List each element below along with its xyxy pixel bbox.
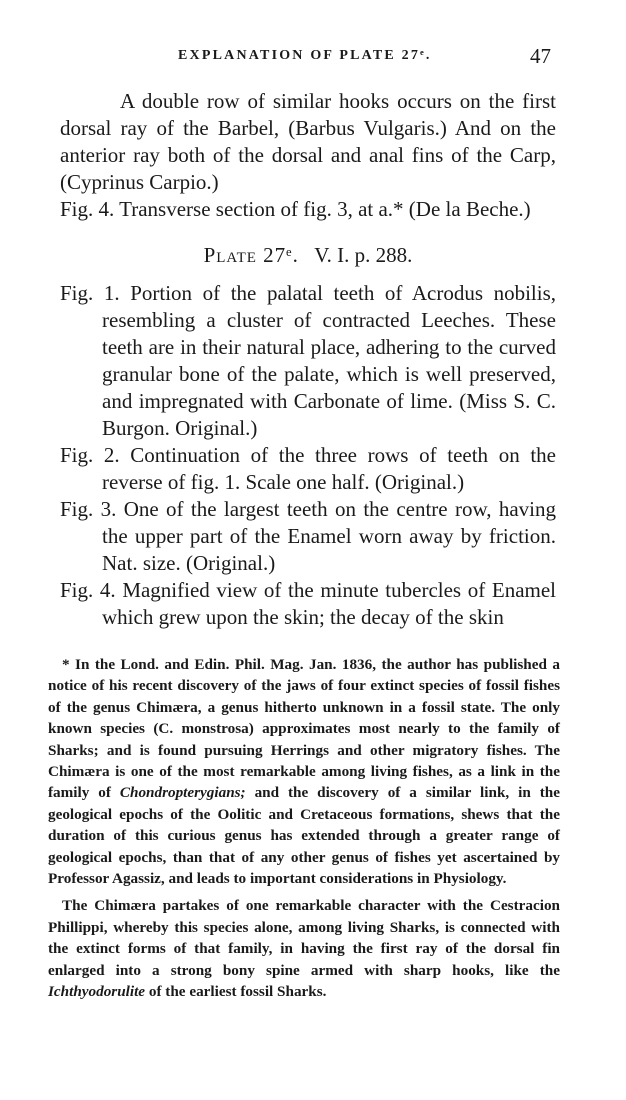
footnote-text: and the discovery of a similar link, in the geological epochs of the Oolitic and Cretaceous formations, shews that the duration of this curious genus has extended through a greater range of geological epochs, than that of any other genus of fishes yet ascertained by Professor Agassiz, and leads to important considerations in Physiology. [48, 784, 560, 888]
fig-label: Fig. 1. [60, 281, 120, 305]
footnote-italic-term: Chondropterygians; [119, 784, 246, 802]
fig-4-entry-previous-plate [60, 196, 556, 223]
footnote-text: The Chimæra partakes of one remarkable character with the Cestracion Phillippi, whereby this species alone, among living Sharks, is connected with the extinct forms of that family, in having the first ray of the dorsal fin enlarged into a strong bony spine armed with sharp hooks, like the [48, 897, 560, 979]
plate-heading [60, 243, 556, 268]
fig-text: Magnified view of the minute tubercles of Enamel which grew upon the skin; the decay of the skin [102, 578, 557, 629]
fig-label: Fig. 4. [60, 578, 116, 602]
fig-text: Continuation of the three rows of teeth on the reverse of fig. 1. Scale one half. (Original.) [102, 443, 556, 494]
main-text [60, 88, 556, 631]
plate-heading-ref: V. I. p. 288. [314, 243, 413, 267]
fig-1-entry [60, 280, 556, 442]
fig-2-entry [60, 442, 556, 496]
running-head: EXPLANATION OF PLATE 27ᵉ. [178, 48, 432, 63]
footnote-text: * In the Lond. and Edin. Phil. Mag. Jan. 1836, the author has published a notice of his recent discovery of the jaws of four extinct species of fossil fishes of the genus Chimæra, a genus hitherto unknown in a fossil state. The only known species (C. monstrosa) approximates most nearly to the family of Sharks; and is found pursuing Herrings and other migratory fishes. The Chimæra is one of the most remarkable among living fishes, as a link in the family of [48, 656, 560, 802]
fig-label: Fig. 2. [60, 443, 120, 467]
footnote-text: of the earliest fossil Sharks. [145, 983, 327, 1001]
intro-paragraph: A double row of similar hooks occurs on the first dorsal ray of the Barbel, (Barbus Vulgaris.) And on the anterior ray both of the dorsal and anal fins of the Carp, (Cyprinus Carpio.) [60, 89, 556, 194]
footnote-paragraph-1 [48, 654, 560, 889]
fig-label: Fig. 4. [60, 197, 115, 221]
fig-text: One of the largest teeth on the centre row, having the upper part of the Enamel worn away by friction. Nat. size. (Original.) [102, 497, 557, 575]
footnote-italic-term: Ichthyodorulite [48, 983, 146, 1001]
fig-text: Transverse section of fig. 3, at a.* (De la Beche.) [119, 197, 531, 221]
fig-4-entry [60, 577, 556, 631]
footnote-paragraph-2 [48, 895, 560, 1002]
page-number: 47 [530, 44, 551, 68]
fig-label: Fig. 3. [60, 497, 117, 521]
fig-3-entry [60, 496, 556, 577]
plate-heading-main: Plate 27ᵉ. [203, 243, 299, 267]
fig-text: Portion of the palatal teeth of Acrodus nobilis, resembling a cluster of contracted Leeches. These teeth are in their natural place, adhering to the curved granular bone of the palate, which is well preserved, and impregnated with Carbonate of lime. (Miss S. C. Burgon. Original.) [102, 281, 557, 440]
footnote-block [48, 654, 560, 1003]
